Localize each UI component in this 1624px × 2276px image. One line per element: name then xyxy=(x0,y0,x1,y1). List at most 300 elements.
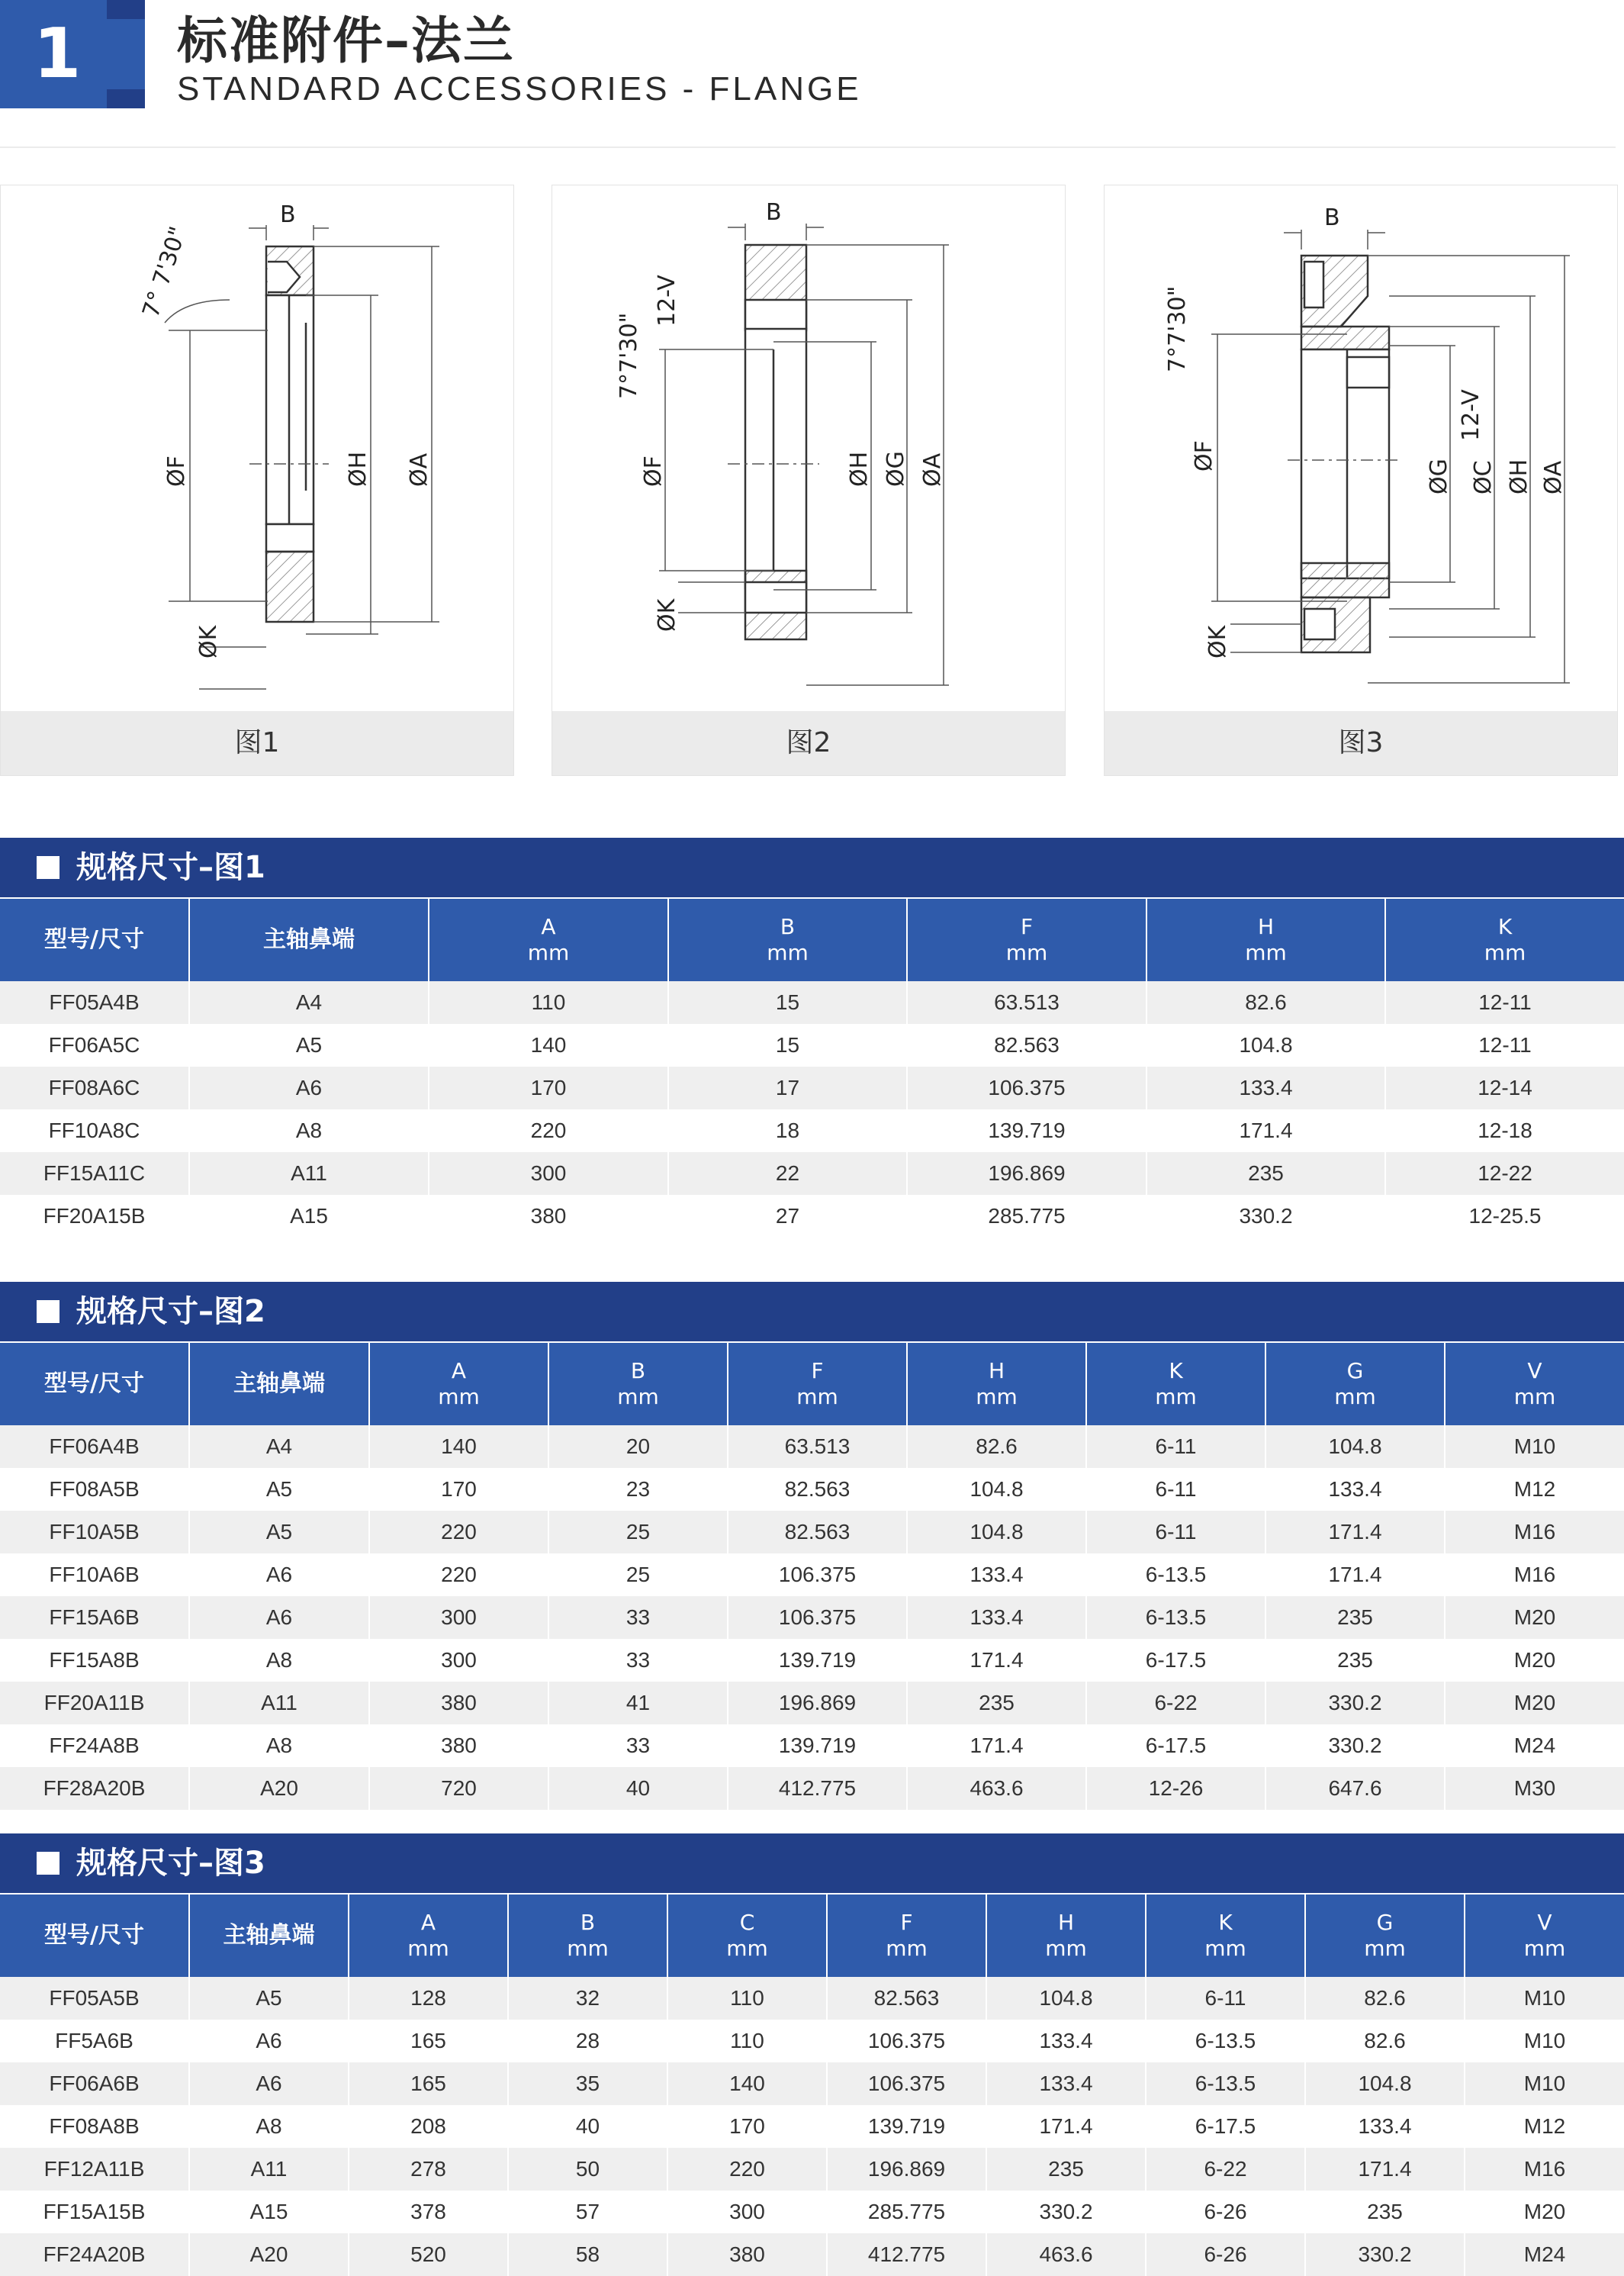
column-name: V xyxy=(1537,1910,1552,1935)
table-cell: 133.4 xyxy=(907,1596,1086,1639)
table-cell: 104.8 xyxy=(1146,1024,1385,1067)
table-cell: A11 xyxy=(189,1152,429,1195)
column-header xyxy=(667,1894,827,1977)
table-cell: A5 xyxy=(189,1977,349,2020)
table-cell: FF05A5B xyxy=(0,1977,189,2020)
table-row xyxy=(0,1596,1624,1639)
table-cell: 25 xyxy=(548,1511,728,1553)
table-row xyxy=(0,2233,1624,2276)
table-cell: M20 xyxy=(1465,2191,1624,2233)
fig1-label-f: ØF xyxy=(163,456,190,487)
table-cell: 520 xyxy=(349,2233,508,2276)
column-name: F xyxy=(1020,914,1034,939)
column-name: K xyxy=(1218,1910,1233,1935)
column-unit: mm xyxy=(1005,940,1048,965)
table-cell: A8 xyxy=(189,1639,369,1682)
column-name: G xyxy=(1376,1910,1394,1935)
table-cell: 139.719 xyxy=(907,1109,1146,1152)
table-cell: 463.6 xyxy=(907,1767,1086,1810)
table-cell: FF20A11B xyxy=(0,1682,189,1724)
table-cell: 17 xyxy=(668,1067,907,1109)
column-name: F xyxy=(900,1910,913,1935)
figure-2 xyxy=(552,185,1066,776)
table-cell: 12-22 xyxy=(1385,1152,1624,1195)
table-row xyxy=(0,2191,1624,2233)
table-cell: 235 xyxy=(1146,1152,1385,1195)
table-cell: 133.4 xyxy=(907,1553,1086,1596)
figure-1-caption: 图1 xyxy=(1,711,513,775)
table-cell: FF10A5B xyxy=(0,1511,189,1553)
column-name: A xyxy=(541,914,556,939)
fig3-label-g: ØG xyxy=(1426,459,1452,494)
table-cell: 110 xyxy=(429,981,668,1024)
figure-2-caption: 图2 xyxy=(552,711,1065,775)
table-cell: A15 xyxy=(189,1195,429,1238)
table-cell: A6 xyxy=(189,1596,369,1639)
table-cell: 133.4 xyxy=(1146,1067,1385,1109)
table-row xyxy=(0,1682,1624,1724)
column-name: F xyxy=(811,1358,824,1383)
table-cell: 278 xyxy=(349,2148,508,2191)
table-cell: FF5A6B xyxy=(0,2020,189,2062)
table-cell: 378 xyxy=(349,2191,508,2233)
table-cell: 235 xyxy=(907,1682,1086,1724)
column-header xyxy=(1265,1342,1445,1425)
table-cell: FF15A6B xyxy=(0,1596,189,1639)
table-cell: 235 xyxy=(1305,2191,1465,2233)
table-cell: 380 xyxy=(369,1724,548,1767)
table-cell: A6 xyxy=(189,2062,349,2105)
table-cell: 235 xyxy=(1265,1639,1445,1682)
table-cell: 106.375 xyxy=(827,2020,986,2062)
fig2-label-a: ØA xyxy=(919,452,946,487)
column-header xyxy=(508,1894,667,1977)
section-header xyxy=(0,1282,1624,1341)
column-header: 型号/尺寸 xyxy=(0,898,189,981)
table-cell: 106.375 xyxy=(907,1067,1146,1109)
table-cell: 41 xyxy=(548,1682,728,1724)
column-header xyxy=(1385,898,1624,981)
table-cell: 6-13.5 xyxy=(1086,1596,1265,1639)
table-cell: 235 xyxy=(986,2148,1146,2191)
page-title-en: STANDARD ACCESSORIES - FLANGE xyxy=(177,70,862,108)
table-cell: M24 xyxy=(1445,1724,1624,1767)
section-title: 规格尺寸–图1 xyxy=(76,850,265,885)
fig3-label-a: ØA xyxy=(1540,460,1567,494)
column-name: K xyxy=(1169,1358,1183,1383)
table-row xyxy=(0,1977,1624,2020)
table-row xyxy=(0,1195,1624,1238)
table-cell: 50 xyxy=(508,2148,667,2191)
section-number-badge xyxy=(0,0,145,108)
column-header xyxy=(827,1894,986,1977)
table-cell: 58 xyxy=(508,2233,667,2276)
table-cell: 647.6 xyxy=(1265,1767,1445,1810)
square-bullet-icon xyxy=(37,1852,59,1875)
column-unit: mm xyxy=(886,1936,928,1961)
table-cell: 165 xyxy=(349,2020,508,2062)
spec-section-3 xyxy=(0,1833,1624,2276)
column-header xyxy=(1465,1894,1624,1977)
table-cell: 140 xyxy=(667,2062,827,2105)
table-cell: 6-13.5 xyxy=(1146,2020,1305,2062)
table-cell: A4 xyxy=(189,1425,369,1468)
fig3-label-angle: 7°7'30" xyxy=(1164,285,1191,372)
badge-number: 1 xyxy=(33,14,82,94)
table-cell: 6-13.5 xyxy=(1086,1553,1265,1596)
column-header: 主轴鼻端 xyxy=(189,1342,369,1425)
fig2-label-f: ØF xyxy=(640,456,667,487)
table-cell: 463.6 xyxy=(986,2233,1146,2276)
table-cell: M10 xyxy=(1445,1425,1624,1468)
table-cell: 380 xyxy=(429,1195,668,1238)
table-cell: A8 xyxy=(189,2105,349,2148)
fig3-label-c: ØC xyxy=(1470,460,1497,494)
table-cell: M20 xyxy=(1445,1639,1624,1682)
column-name: B xyxy=(630,1358,646,1383)
table-cell: 139.719 xyxy=(728,1639,907,1682)
column-name: H xyxy=(988,1358,1005,1383)
table-row xyxy=(0,1468,1624,1511)
table-cell: FF08A8B xyxy=(0,2105,189,2148)
header-divider xyxy=(0,146,1616,148)
table-cell: 133.4 xyxy=(1265,1468,1445,1511)
table-cell: 6-17.5 xyxy=(1146,2105,1305,2148)
table-cell: 380 xyxy=(667,2233,827,2276)
table-cell: FF28A20B xyxy=(0,1767,189,1810)
table-cell: 22 xyxy=(668,1152,907,1195)
table-cell: 330.2 xyxy=(1305,2233,1465,2276)
table-cell: 12-18 xyxy=(1385,1109,1624,1152)
table-cell: 82.563 xyxy=(728,1468,907,1511)
table-cell: 6-13.5 xyxy=(1146,2062,1305,2105)
table-row xyxy=(0,1724,1624,1767)
table-cell: 133.4 xyxy=(986,2020,1146,2062)
column-unit: mm xyxy=(407,1936,449,1961)
table-row xyxy=(0,1553,1624,1596)
column-header: 型号/尺寸 xyxy=(0,1342,189,1425)
table-cell: 6-26 xyxy=(1146,2191,1305,2233)
table-cell: 6-22 xyxy=(1146,2148,1305,2191)
table-cell: 171.4 xyxy=(986,2105,1146,2148)
table-row xyxy=(0,1425,1624,1468)
table-cell: M30 xyxy=(1445,1767,1624,1810)
table-cell: 82.6 xyxy=(1305,1977,1465,2020)
table-cell: 35 xyxy=(508,2062,667,2105)
fig2-label-k: ØK xyxy=(654,598,680,632)
table-cell: 170 xyxy=(667,2105,827,2148)
table-cell: 412.775 xyxy=(728,1767,907,1810)
table-cell: 33 xyxy=(548,1724,728,1767)
table-cell: 40 xyxy=(548,1767,728,1810)
column-unit: mm xyxy=(726,1936,768,1961)
column-header xyxy=(1305,1894,1465,1977)
fig1-label-a: ØA xyxy=(406,452,433,487)
column-unit: mm xyxy=(1334,1384,1376,1409)
table-cell: 171.4 xyxy=(1305,2148,1465,2191)
table-cell: 140 xyxy=(369,1425,548,1468)
table-cell: 171.4 xyxy=(1265,1511,1445,1553)
table-cell: M16 xyxy=(1445,1553,1624,1596)
column-header xyxy=(1146,898,1385,981)
table-cell: 171.4 xyxy=(907,1639,1086,1682)
column-header xyxy=(1445,1342,1624,1425)
flange-drawing-2 xyxy=(552,185,1066,712)
table-cell: M12 xyxy=(1445,1468,1624,1511)
table-cell: 106.375 xyxy=(728,1553,907,1596)
table-cell: 12-11 xyxy=(1385,981,1624,1024)
column-unit: mm xyxy=(527,940,570,965)
table-cell: 300 xyxy=(429,1152,668,1195)
table-cell: A8 xyxy=(189,1109,429,1152)
table-cell: M20 xyxy=(1445,1596,1624,1639)
table-cell: 300 xyxy=(667,2191,827,2233)
section-title: 规格尺寸–图2 xyxy=(76,1294,265,1329)
table-cell: FF10A8C xyxy=(0,1109,189,1152)
table-cell: A11 xyxy=(189,2148,349,2191)
table-cell: 106.375 xyxy=(728,1596,907,1639)
table-row xyxy=(0,981,1624,1024)
column-header xyxy=(907,898,1146,981)
column-unit: mm xyxy=(1513,1384,1556,1409)
table-row xyxy=(0,2105,1624,2148)
table-cell: 330.2 xyxy=(986,2191,1146,2233)
column-header: 主轴鼻端 xyxy=(189,1894,349,1977)
table-cell: M10 xyxy=(1465,2020,1624,2062)
column-header xyxy=(369,1342,548,1425)
column-header xyxy=(907,1342,1086,1425)
table-cell: M16 xyxy=(1445,1511,1624,1553)
fig2-label-v: 12-V xyxy=(654,275,680,327)
flange-drawing-1 xyxy=(1,185,515,712)
table-cell: 32 xyxy=(508,1977,667,2020)
section-title: 规格尺寸–图3 xyxy=(76,1846,265,1881)
column-unit: mm xyxy=(767,940,809,965)
column-name: V xyxy=(1527,1358,1542,1383)
column-name: K xyxy=(1497,914,1513,939)
table-cell: A4 xyxy=(189,981,429,1024)
table-row xyxy=(0,1067,1624,1109)
table-cell: 33 xyxy=(548,1639,728,1682)
spec-section-1 xyxy=(0,838,1624,1238)
table-cell: 330.2 xyxy=(1265,1724,1445,1767)
table-cell: 63.513 xyxy=(907,981,1146,1024)
column-header xyxy=(429,898,668,981)
column-unit: mm xyxy=(1204,1936,1246,1961)
table-cell: M20 xyxy=(1445,1682,1624,1724)
table-cell: 6-17.5 xyxy=(1086,1639,1265,1682)
table-cell: A6 xyxy=(189,2020,349,2062)
table-cell: 110 xyxy=(667,1977,827,2020)
column-unit: mm xyxy=(1045,1936,1087,1961)
table-cell: 15 xyxy=(668,981,907,1024)
table-cell: 12-25.5 xyxy=(1385,1195,1624,1238)
fig2-label-g: ØG xyxy=(883,451,909,487)
table-cell: 82.563 xyxy=(907,1024,1146,1067)
column-name: A xyxy=(451,1358,467,1383)
table-cell: FF05A4B xyxy=(0,981,189,1024)
table-cell: 12-26 xyxy=(1086,1767,1265,1810)
column-header xyxy=(548,1342,728,1425)
table-cell: 12-11 xyxy=(1385,1024,1624,1067)
table-cell: FF15A15B xyxy=(0,2191,189,2233)
column-header xyxy=(668,898,907,981)
table-row xyxy=(0,2148,1624,2191)
fig3-label-k: ØK xyxy=(1204,625,1231,658)
flange-drawing-3 xyxy=(1105,185,1619,712)
column-unit: mm xyxy=(1155,1384,1197,1409)
fig1-label-h: ØH xyxy=(345,451,371,487)
fig2-label-h: ØH xyxy=(846,451,873,487)
table-cell: 82.6 xyxy=(907,1425,1086,1468)
table-cell: FF06A4B xyxy=(0,1425,189,1468)
table-cell: 6-17.5 xyxy=(1086,1724,1265,1767)
figure-3 xyxy=(1104,185,1618,776)
fig1-label-k: ØK xyxy=(195,625,222,658)
table-cell: 40 xyxy=(508,2105,667,2148)
fig3-label-h: ØH xyxy=(1506,459,1532,494)
column-header: 主轴鼻端 xyxy=(189,898,429,981)
table-cell: A20 xyxy=(189,1767,369,1810)
table-cell: 27 xyxy=(668,1195,907,1238)
table-cell: 25 xyxy=(548,1553,728,1596)
fig3-label-f: ØF xyxy=(1191,440,1217,472)
table-cell: 139.719 xyxy=(728,1724,907,1767)
table-cell: 6-11 xyxy=(1146,1977,1305,2020)
table-cell: 104.8 xyxy=(907,1511,1086,1553)
table-cell: 330.2 xyxy=(1265,1682,1445,1724)
table-cell: 82.6 xyxy=(1146,981,1385,1024)
column-header xyxy=(349,1894,508,1977)
table-cell: 165 xyxy=(349,2062,508,2105)
table-cell: 285.775 xyxy=(827,2191,986,2233)
table-cell: 104.8 xyxy=(986,1977,1146,2020)
table-cell: 139.719 xyxy=(827,2105,986,2148)
square-bullet-icon xyxy=(37,856,59,879)
table-cell: 380 xyxy=(369,1682,548,1724)
fig1-label-angle: 7° 7'30" xyxy=(137,223,192,321)
column-header xyxy=(728,1342,907,1425)
table-cell: 285.775 xyxy=(907,1195,1146,1238)
column-name: B xyxy=(580,1910,596,1935)
table-cell: 12-14 xyxy=(1385,1067,1624,1109)
table-cell: FF24A20B xyxy=(0,2233,189,2276)
table-cell: 6-11 xyxy=(1086,1425,1265,1468)
table-cell: 220 xyxy=(369,1553,548,1596)
table-cell: FF06A5C xyxy=(0,1024,189,1067)
column-unit: mm xyxy=(1523,1936,1566,1961)
table-cell: 82.563 xyxy=(827,1977,986,2020)
square-bullet-icon xyxy=(37,1300,59,1323)
table-cell: 33 xyxy=(548,1596,728,1639)
table-cell: M12 xyxy=(1465,2105,1624,2148)
table-cell: 412.775 xyxy=(827,2233,986,2276)
column-unit: mm xyxy=(567,1936,609,1961)
page-title-cn: 标准附件–法兰 xyxy=(177,11,515,70)
table-cell: FF20A15B xyxy=(0,1195,189,1238)
spec-table-3 xyxy=(0,1893,1624,2276)
table-row xyxy=(0,2062,1624,2105)
table-cell: 28 xyxy=(508,2020,667,2062)
table-cell: FF06A6B xyxy=(0,2062,189,2105)
table-row xyxy=(0,1109,1624,1152)
table-cell: 104.8 xyxy=(907,1468,1086,1511)
spec-section-2 xyxy=(0,1282,1624,1810)
table-cell: A5 xyxy=(189,1511,369,1553)
column-name: H xyxy=(1057,1910,1075,1935)
figure-1 xyxy=(0,185,514,776)
table-cell: M24 xyxy=(1465,2233,1624,2276)
table-cell: 133.4 xyxy=(1305,2105,1465,2148)
table-cell: 220 xyxy=(429,1109,668,1152)
table-cell: FF15A8B xyxy=(0,1639,189,1682)
table-cell: 208 xyxy=(349,2105,508,2148)
table-row xyxy=(0,1511,1624,1553)
table-cell: A11 xyxy=(189,1682,369,1724)
column-unit: mm xyxy=(796,1384,838,1409)
column-header xyxy=(1086,1342,1265,1425)
table-cell: 6-26 xyxy=(1146,2233,1305,2276)
spec-table-2 xyxy=(0,1341,1624,1810)
table-cell: 300 xyxy=(369,1596,548,1639)
table-row xyxy=(0,2020,1624,2062)
table-cell: M16 xyxy=(1465,2148,1624,2191)
column-header xyxy=(1146,1894,1305,1977)
table-cell: A5 xyxy=(189,1024,429,1067)
table-row xyxy=(0,1639,1624,1682)
table-cell: 20 xyxy=(548,1425,728,1468)
column-unit: mm xyxy=(1484,940,1526,965)
table-cell: A5 xyxy=(189,1468,369,1511)
table-cell: 196.869 xyxy=(728,1682,907,1724)
table-cell: 18 xyxy=(668,1109,907,1152)
table-cell: 63.513 xyxy=(728,1425,907,1468)
fig1-label-b: B xyxy=(280,201,296,228)
column-name: C xyxy=(739,1910,755,1935)
fig3-label-v: 12-V xyxy=(1458,389,1484,441)
table-cell: FF08A5B xyxy=(0,1468,189,1511)
table-cell: 106.375 xyxy=(827,2062,986,2105)
section-header xyxy=(0,838,1624,897)
spec-table-1 xyxy=(0,897,1624,1238)
column-unit: mm xyxy=(438,1384,480,1409)
column-unit: mm xyxy=(976,1384,1018,1409)
table-cell: FF12A11B xyxy=(0,2148,189,2191)
table-cell: 6-11 xyxy=(1086,1468,1265,1511)
table-cell: 133.4 xyxy=(986,2062,1146,2105)
table-cell: 128 xyxy=(349,1977,508,2020)
table-cell: 170 xyxy=(369,1468,548,1511)
table-cell: 220 xyxy=(667,2148,827,2191)
table-cell: 104.8 xyxy=(1265,1425,1445,1468)
table-cell: A6 xyxy=(189,1553,369,1596)
table-cell: 235 xyxy=(1265,1596,1445,1639)
table-cell: 196.869 xyxy=(827,2148,986,2191)
column-header: 型号/尺寸 xyxy=(0,1894,189,1977)
table-cell: 720 xyxy=(369,1767,548,1810)
table-cell: 23 xyxy=(548,1468,728,1511)
table-cell: A20 xyxy=(189,2233,349,2276)
table-cell: A15 xyxy=(189,2191,349,2233)
column-unit: mm xyxy=(1364,1936,1406,1961)
table-cell: 104.8 xyxy=(1305,2062,1465,2105)
table-cell: 6-22 xyxy=(1086,1682,1265,1724)
table-cell: 171.4 xyxy=(1265,1553,1445,1596)
column-unit: mm xyxy=(617,1384,659,1409)
table-cell: 300 xyxy=(369,1639,548,1682)
table-cell: A6 xyxy=(189,1067,429,1109)
fig2-label-b: B xyxy=(766,199,782,226)
